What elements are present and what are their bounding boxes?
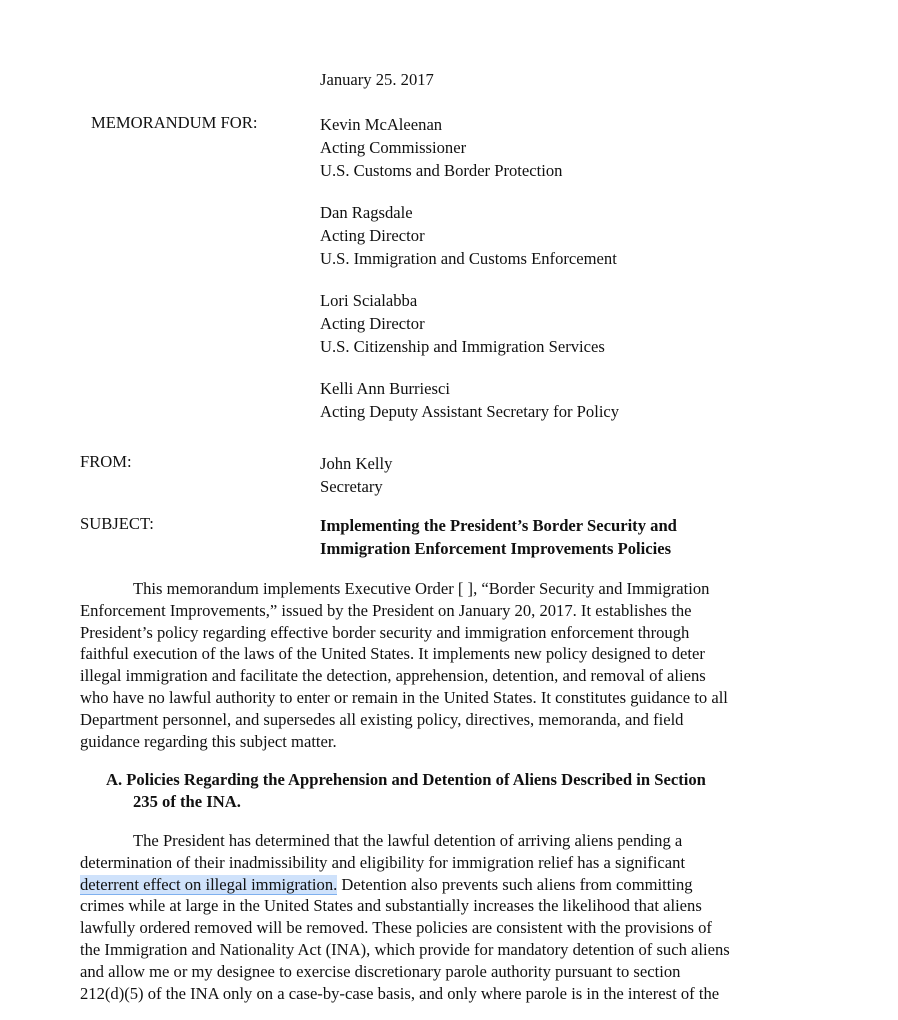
subject-line: Implementing the President’s Border Security and xyxy=(320,516,677,535)
paragraph-line: and allow me or my designee to exercise discretionary parole authority pursuant to section xyxy=(80,961,681,981)
paragraph-line xyxy=(80,874,798,896)
recipient xyxy=(320,289,619,358)
from-label: FROM: xyxy=(80,452,132,471)
recipient-name: Kevin McAleenan xyxy=(320,115,443,134)
paragraph-line: President’s policy regarding effective border security and immigration enforcement through xyxy=(80,622,690,642)
recipient xyxy=(320,377,619,423)
paragraph-line: 212(d)(5) of the INA only on a case-by-case basis, and only where parole is in the interest of the xyxy=(80,983,720,1003)
paragraph-line: illegal immigration and facilitate the detection, apprehension, detention, and removal of aliens xyxy=(80,666,706,686)
recipient-title: Acting Director xyxy=(320,226,425,245)
recipient-name: Lori Scialabba xyxy=(320,291,418,310)
paragraph-line: guidance regarding this subject matter. xyxy=(80,731,337,751)
subject-label: SUBJECT: xyxy=(80,514,154,533)
paragraph-line: crimes while at large in the United States and substantially increases the likelihood that aliens xyxy=(80,896,702,916)
recipient-name: Dan Ragsdale xyxy=(320,203,413,222)
subject-line: Immigration Enforcement Improvements Policies xyxy=(320,539,672,558)
paragraph-line: Department personnel, and supersedes all existing policy, directives, memoranda, and field xyxy=(80,709,684,729)
section-a-heading xyxy=(106,769,706,813)
recipient-title: Acting Director xyxy=(320,314,425,333)
from-block xyxy=(320,452,392,498)
paragraph-text: Detention also prevents such aliens from committing xyxy=(337,874,693,894)
section-heading-line: A. Policies Regarding the Apprehension and Detention of Aliens Described in Section xyxy=(106,770,706,789)
text-highlight[interactable]: deterrent effect on illegal immigration. xyxy=(80,874,338,894)
memo-date: January 25. 2017 xyxy=(320,70,434,89)
recipient-org: U.S. Customs and Border Protection xyxy=(320,161,563,180)
from-name: John Kelly xyxy=(320,454,393,473)
paragraph-line: determination of their inadmissibility and eligibility for immigration relief has a significant xyxy=(80,852,686,872)
recipient-org: U.S. Citizenship and Immigration Services xyxy=(320,337,605,356)
recipient xyxy=(320,201,619,270)
paragraph-line: This memorandum implements Executive Order [ ], “Border Security and Immigration xyxy=(133,579,710,598)
paragraph-line: lawfully ordered removed will be removed. These policies are consistent with the provisions of xyxy=(80,918,712,938)
section-heading-line: 235 of the INA. xyxy=(133,792,241,811)
from-title: Secretary xyxy=(320,477,383,496)
recipients-list xyxy=(320,113,619,442)
paragraph-line: faithful execution of the laws of the United States. It implements new policy designed to deter xyxy=(80,644,705,664)
intro-paragraph xyxy=(80,578,798,752)
paragraph-line: who have no lawful authority to enter or remain in the United States. It constitutes guidance to all xyxy=(80,687,728,707)
recipient xyxy=(320,113,619,182)
paragraph-line: The President has determined that the lawful detention of arriving aliens pending a xyxy=(133,831,683,850)
paragraph-line: the Immigration and Nationality Act (INA), which provide for mandatory detention of such aliens xyxy=(80,939,730,959)
recipient-title: Acting Commissioner xyxy=(320,138,467,157)
section-a-paragraph xyxy=(80,830,798,1004)
paragraph-line: Enforcement Improvements,” issued by the President on January 20, 2017. It establishes the xyxy=(80,600,692,620)
recipient-org: U.S. Immigration and Customs Enforcement xyxy=(320,249,617,268)
subject-text xyxy=(320,514,677,560)
recipient-name: Kelli Ann Burriesci xyxy=(320,379,450,398)
memorandum-for-label: MEMORANDUM FOR: xyxy=(91,113,258,132)
recipient-title: Acting Deputy Assistant Secretary for Policy xyxy=(320,402,620,421)
